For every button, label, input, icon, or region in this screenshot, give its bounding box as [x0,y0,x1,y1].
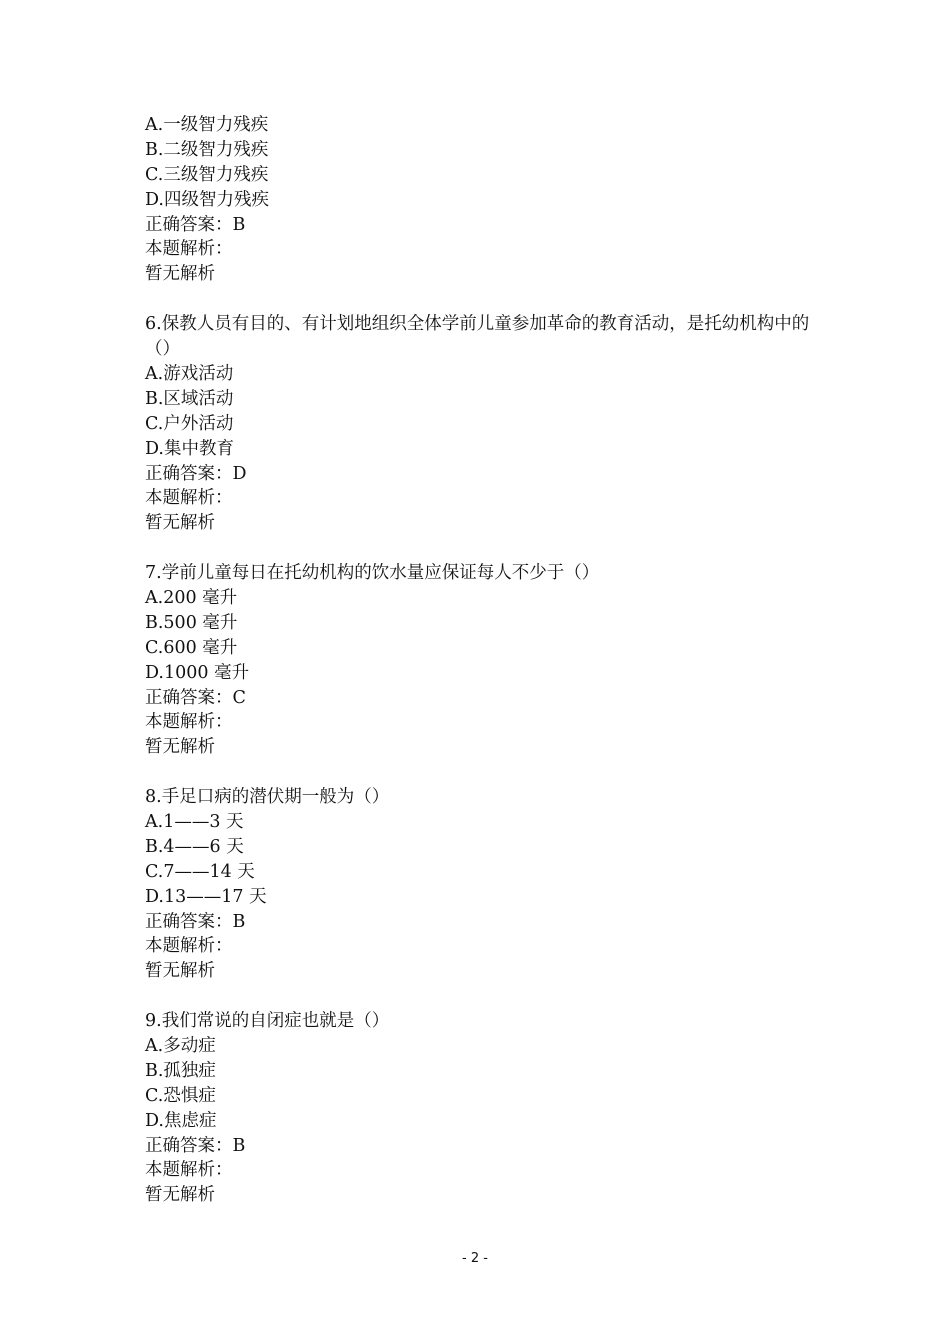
analysis-label: 本题解析： [145,239,233,260]
correct-answer: 正确答案：B [145,214,246,235]
option-d: D.焦虑症 [145,1110,217,1131]
option-a: A.一级智力残疾 [145,115,269,135]
option-b: B.500 毫升 [145,612,238,633]
question-block-7 [145,561,825,760]
option-d: D.1000 毫升 [145,662,250,683]
option-c: C.三级智力残疾 [145,164,269,185]
analysis-text: 暂无解析 [145,961,215,982]
analysis-text: 暂无解析 [145,264,215,285]
option-b: B.二级智力残疾 [145,139,269,160]
correct-answer: 正确答案：B [145,1135,246,1156]
option-c: C.7——14 天 [145,861,255,882]
analysis-text: 暂无解析 [145,513,215,534]
correct-answer: 正确答案：B [145,911,246,932]
option-d: D.13——17 天 [145,886,267,907]
analysis-label: 本题解析： [145,488,233,509]
question-stem: 9.我们常说的自闭症也就是（） [145,1011,390,1032]
question-block-5 [145,113,825,287]
option-d: D.四级智力残疾 [145,189,269,210]
option-a: A.200 毫升 [145,587,238,608]
question-stem: 8.手足口病的潜伏期一般为（） [145,787,390,808]
analysis-label: 本题解析： [145,712,233,733]
document-body [145,113,825,1233]
option-b: B.区域活动 [145,388,234,409]
option-c: C.恐惧症 [145,1085,216,1106]
option-b: B.孤独症 [145,1060,216,1081]
question-stem: 6.保教人员有目的、有计划地组织全体学前儿童参加革命的教育活动，是托幼机构中的（） [145,314,810,360]
question-block-8 [145,785,825,984]
option-d: D.集中教育 [145,438,234,459]
correct-answer: 正确答案：C [145,687,246,708]
option-c: C.600 毫升 [145,637,238,658]
correct-answer: 正确答案：D [145,463,247,484]
option-b: B.4——6 天 [145,836,244,857]
question-stem: 7.学前儿童每日在托幼机构的饮水量应保证每人不少于（） [145,563,600,584]
question-block-6 [145,312,825,536]
analysis-text: 暂无解析 [145,737,215,758]
option-c: C.户外活动 [145,413,234,434]
option-a: A.多动症 [145,1036,216,1057]
page-number: - 2 - [462,1251,488,1266]
analysis-label: 本题解析： [145,936,233,957]
question-block-9 [145,1009,825,1208]
option-a: A.游戏活动 [145,363,234,384]
analysis-label: 本题解析： [145,1160,233,1181]
option-a: A.1——3 天 [145,812,244,832]
analysis-text: 暂无解析 [145,1185,215,1206]
